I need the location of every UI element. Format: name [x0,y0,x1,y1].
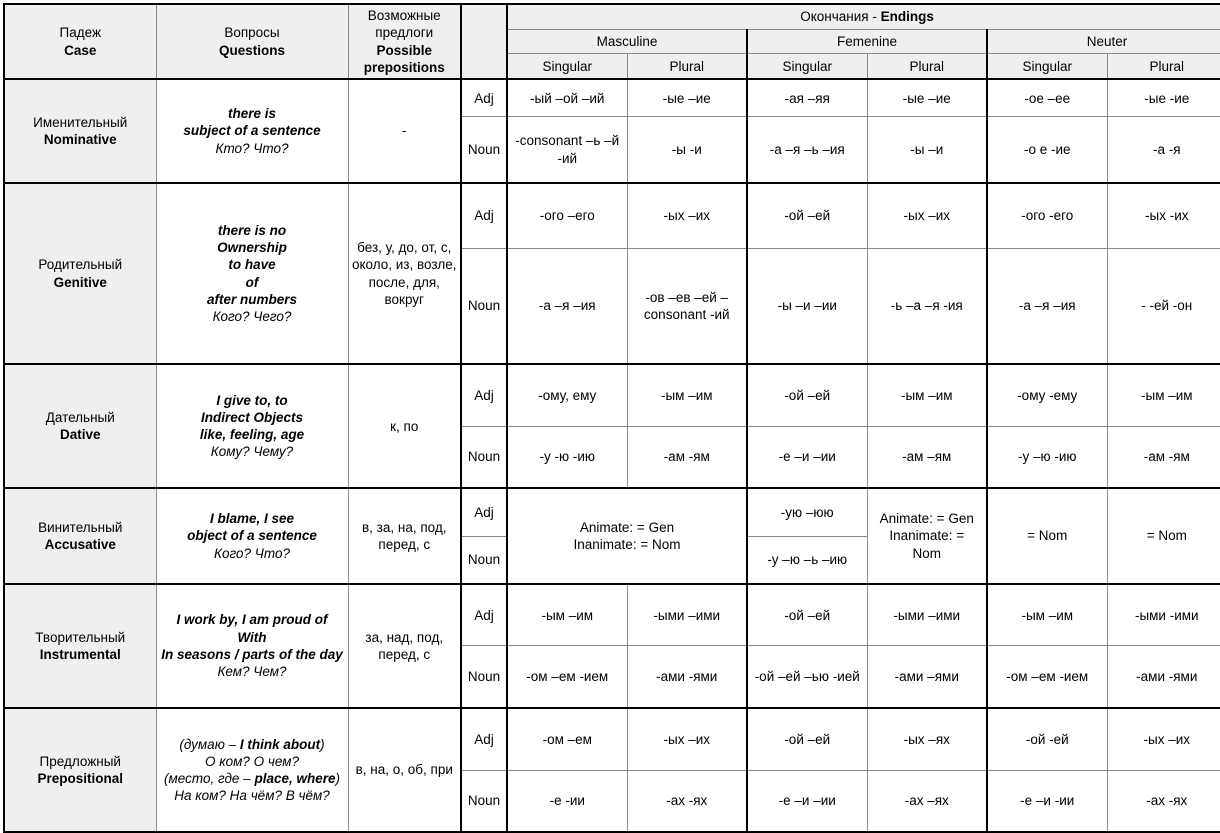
ending-accusative-masculine-merged: Animate: = Gen Inanimate: = Nom [507,488,747,584]
row-nominative-adj [4,79,1220,117]
case-name-ru: Дательный [45,409,115,425]
case-name-en: Nominative [43,131,117,147]
header-gender-neuter: Neuter [987,29,1220,54]
ending-nominative-adj-masc-singular: -ый –ой –ий [507,79,627,117]
ending-nominative-adj-neut-plural: -ые -ие [1107,79,1220,117]
pos-adj-accusative: Adj [461,488,507,536]
header-pos-spacer [461,4,507,79]
prepositions-instrumental: за, над, под, перед, с [348,584,461,708]
header-questions-ru: Вопросы [224,25,280,41]
ending-genitive-adj-fem-singular: -ой –ей [747,183,867,249]
ending-accusative-neut-singular-merged: = Nom [987,488,1107,584]
ending-nominative-noun-masc-plural: -ы -и [627,117,747,183]
case-name-en: Genitive [53,274,107,290]
header-prepositions [348,4,461,79]
case-name-ru: Винительный [38,519,123,535]
case-name-nominative [4,79,156,183]
ending-dative-noun-masc-singular: -у -ю -ию [507,426,627,488]
header-fem-singular: Singular [747,54,867,79]
ending-nominative-noun-neut-singular: -о е -ие [987,117,1107,183]
case-name-ru: Родительный [38,257,123,273]
case-name-ru: Именительный [33,114,128,130]
ending-instrumental-noun-masc-plural: -ами -ями [627,646,747,708]
questions-genitive: there is no Ownership to have of after numbers Кого? Чего? [156,183,348,364]
pos-noun-dative: Noun [461,426,507,488]
ending-accusative-fem-plural-merged: Animate: = Gen Inanimate: = Nom [867,488,987,584]
header-case-ru: Падеж [59,25,101,41]
header-fem-plural: Plural [867,54,987,79]
case-name-accusative [4,488,156,584]
ending-prepositional-noun-fem-plural: -ах –ях [867,770,987,832]
ending-dative-adj-masc-singular: -ому, ему [507,364,627,426]
ending-genitive-noun-fem-plural: -ь –а –я -ия [867,249,987,365]
ending-prepositional-adj-neut-plural: -ых –их [1107,708,1220,770]
header-neut-plural: Plural [1107,54,1220,79]
ending-prepositional-adj-masc-plural: -ых –их [627,708,747,770]
ending-instrumental-noun-fem-singular: -ой –ей –ью -ией [747,646,867,708]
pos-adj-prepositional: Adj [461,708,507,770]
row-genitive-adj [4,183,1220,249]
questions-prepositional: (думаю – I think about) О ком? О чем? (место, где – place, where) На ком? На чём? В чём? [156,708,348,832]
ending-dative-adj-masc-plural: -ым –им [627,364,747,426]
row-prepositional-adj [4,708,1220,770]
header-neut-singular: Singular [987,54,1107,79]
case-name-en: Dative [59,427,101,443]
questions-dative: I give to, to Indirect Objects like, feeling, age Кому? Чему? [156,364,348,488]
header-questions [156,4,348,79]
ending-nominative-adj-masc-plural: -ые –ие [627,79,747,117]
ending-prepositional-adj-fem-plural: -ых –ях [867,708,987,770]
ending-nominative-noun-fem-singular: -а –я –ь –ия [747,117,867,183]
pos-noun-genitive: Noun [461,249,507,365]
ending-instrumental-noun-neut-plural: -ами -ями [1107,646,1220,708]
header-prepositions-en: Possible prepositions [363,42,445,75]
ending-genitive-adj-masc-plural: -ых –их [627,183,747,249]
pos-noun-accusative: Noun [461,536,507,584]
ending-prepositional-adj-neut-singular: -ой -ей [987,708,1107,770]
russian-cases-table [3,3,1220,833]
header-gender-femenine: Femenine [747,29,987,54]
case-name-ru: Предложный [39,753,121,769]
ending-accusative-fem-singular-adj: -ую –юю [747,488,867,536]
ending-dative-noun-masc-plural: -ам -ям [627,426,747,488]
ending-nominative-adj-neut-singular: -ое –ее [987,79,1107,117]
ending-instrumental-noun-masc-singular: -ом –ем -ием [507,646,627,708]
ending-dative-adj-neut-singular: -ому -ему [987,364,1107,426]
ending-dative-noun-neut-plural: -ам -ям [1107,426,1220,488]
ending-instrumental-adj-fem-plural: -ыми –ими [867,584,987,646]
ending-prepositional-adj-masc-singular: -ом –ем [507,708,627,770]
header-endings-ru: Окончания - [800,9,881,25]
case-name-genitive [4,183,156,364]
prepositions-prepositional: в, на, о, об, при [348,708,461,832]
header-masc-singular: Singular [507,54,627,79]
header-row-1 [4,4,1220,29]
header-prepositions-ru: Возможные предлоги [367,8,441,41]
russian-cases-table-container [3,3,1217,826]
case-name-en: Instrumental [39,646,121,662]
pos-adj-genitive: Adj [461,183,507,249]
prepositions-genitive: без, у, до, от, с, около, из, возле, после, для, вокруг [348,183,461,364]
questions-accusative: I blame, I see object of a sentence Кого? Что? [156,488,348,584]
ending-nominative-noun-masc-singular: -consonant –ь –й -ий [507,117,627,183]
header-gender-masculine: Masculine [507,29,747,54]
ending-instrumental-adj-neut-singular: -ым –им [987,584,1107,646]
ending-nominative-adj-fem-plural: -ые –ие [867,79,987,117]
ending-accusative-fem-singular-noun: -у –ю –ь –ию [747,536,867,584]
ending-instrumental-adj-masc-plural: -ыми –ими [627,584,747,646]
row-instrumental-adj [4,584,1220,646]
ending-genitive-adj-neut-plural: -ых -их [1107,183,1220,249]
pos-noun-nominative: Noun [461,117,507,183]
ending-dative-noun-neut-singular: -у –ю -ию [987,426,1107,488]
ending-genitive-noun-neut-plural: - -ей -он [1107,249,1220,365]
header-endings-en: Endings [880,9,934,25]
pos-noun-instrumental: Noun [461,646,507,708]
ending-dative-noun-fem-singular: -е –и –ии [747,426,867,488]
ending-nominative-noun-fem-plural: -ы –и [867,117,987,183]
pos-adj-nominative: Adj [461,79,507,117]
ending-dative-noun-fem-plural: -ам –ям [867,426,987,488]
ending-instrumental-adj-masc-singular: -ым –им [507,584,627,646]
prepositions-nominative: - [348,79,461,183]
header-case [4,4,156,79]
table-header [4,4,1220,79]
ending-accusative-neut-plural-merged: = Nom [1107,488,1220,584]
ending-genitive-adj-masc-singular: -ого –его [507,183,627,249]
header-questions-en: Questions [218,42,285,58]
case-name-en: Prepositional [37,771,123,787]
header-case-en: Case [64,42,97,58]
header-masc-plural: Plural [627,54,747,79]
case-name-en: Accusative [44,537,116,553]
ending-prepositional-adj-fem-singular: -ой –ей [747,708,867,770]
ending-genitive-adj-fem-plural: -ых –их [867,183,987,249]
ending-genitive-noun-fem-singular: -ы –и –ии [747,249,867,365]
ending-genitive-noun-masc-plural: -ов –ев –ей – consonant -ий [627,249,747,365]
ending-dative-adj-fem-plural: -ым –им [867,364,987,426]
prepositions-accusative: в, за, на, под, перед, с [348,488,461,584]
header-endings [507,4,1220,29]
ending-genitive-noun-neut-singular: -а –я –ия [987,249,1107,365]
ending-instrumental-noun-neut-singular: -ом –ем -ием [987,646,1107,708]
ending-genitive-adj-neut-singular: -ого -его [987,183,1107,249]
questions-nominative: there is subject of a sentence Кто? Что? [156,79,348,183]
ending-genitive-noun-masc-singular: -а –я –ия [507,249,627,365]
ending-nominative-adj-fem-singular: -ая –яя [747,79,867,117]
case-name-prepositional [4,708,156,832]
questions-instrumental: I work by, I am proud of With In seasons / parts of the day Кем? Чем? [156,584,348,708]
pos-adj-dative: Adj [461,364,507,426]
case-name-dative [4,364,156,488]
row-dative-adj [4,364,1220,426]
table-body [4,79,1220,832]
pos-noun-prepositional: Noun [461,770,507,832]
ending-dative-adj-fem-singular: -ой –ей [747,364,867,426]
row-accusative-adj [4,488,1220,536]
ending-instrumental-noun-fem-plural: -ами –ями [867,646,987,708]
pos-adj-instrumental: Adj [461,584,507,646]
prepositions-dative: к, по [348,364,461,488]
ending-prepositional-noun-masc-singular: -е -ии [507,770,627,832]
ending-instrumental-adj-neut-plural: -ыми -ими [1107,584,1220,646]
ending-prepositional-noun-neut-plural: -ах -ях [1107,770,1220,832]
ending-prepositional-noun-neut-singular: -е –и -ии [987,770,1107,832]
ending-nominative-noun-neut-plural: -а -я [1107,117,1220,183]
case-name-ru: Творительный [35,629,126,645]
ending-prepositional-noun-fem-singular: -е –и –ии [747,770,867,832]
ending-dative-adj-neut-plural: -ым –им [1107,364,1220,426]
case-name-instrumental [4,584,156,708]
ending-prepositional-noun-masc-plural: -ах -ях [627,770,747,832]
ending-instrumental-adj-fem-singular: -ой –ей [747,584,867,646]
